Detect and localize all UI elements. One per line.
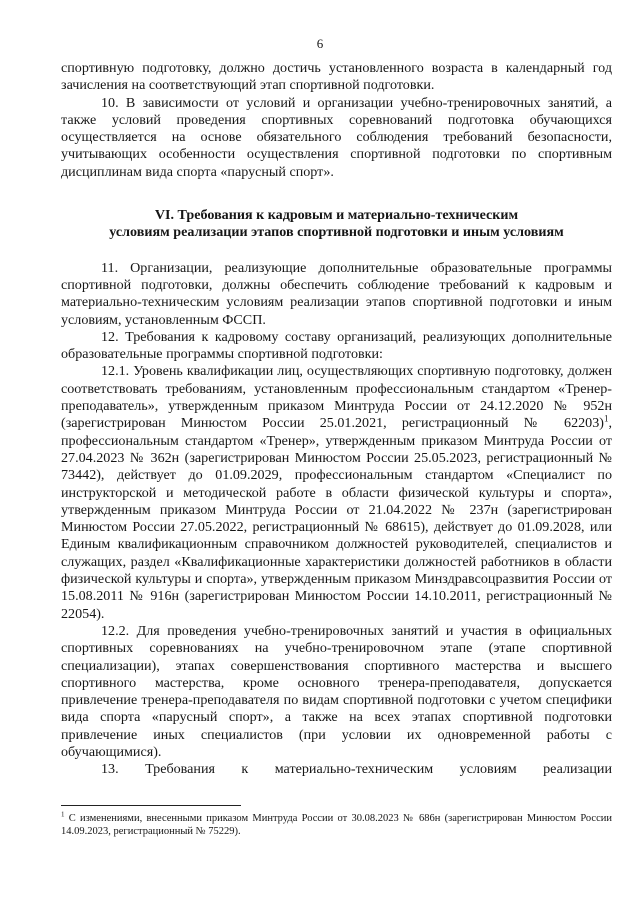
paragraph-12-1-text-end: , профессиональным стандартом «Тренер», утвержденным приказом Минтруда России от 27.04.2023 № 362н (зарегистрирован Минюстом России 25.05.2023, регистрационный № 73442), действует до 01.09.2029, профессиональным стандартом «Специалист по инструкторской и методической работе в области физической культуры и спорта», утвержденным приказом Минтруда России от 21.04.2022 № 237н (зарегистрирован Минюстом России 27.05.2022, регистрационный № 68615), действует до 01.09.2028, или Единым квалификационным справочником должностей руководителей, специалистов и служащих, раздел «Квалификационные характеристики должностей работников в области физической культуры и спорта», утвержденным приказом Минздравсоцразвития России от 15.08.2011 № 916н (зарегистрирован Минюстом России 14.10.2011, регистрационный № 22054). bbox=[61, 415, 612, 622]
section-heading-line-1: VI. Требования к кадровым и материально-техническим bbox=[154, 207, 519, 224]
footnote-divider bbox=[61, 805, 241, 806]
paragraph-13: 13. Требования к материально-техническим условиям реализации bbox=[101, 761, 612, 778]
footnote-marker: 1 bbox=[61, 810, 65, 819]
page-number: 6 bbox=[316, 36, 324, 51]
paragraph-11: 11. Организации, реализующие дополнительные образовательные программы спортивной подготовки, должны обеспечить соблюдение требований к кадровым и материально-техническим условиям реализации этапов спортивной подготовки и иным условиям, установленным ФССП. bbox=[61, 259, 612, 328]
paragraph-continuation: спортивную подготовку, должно достичь установленного возраста в календарный год зачисления на соответствующий этап спортивной подготовки. bbox=[61, 60, 612, 94]
paragraph-12-2: 12.2. Для проведения учебно-тренировочных занятий и участия в официальных спортивных соревнованиях на учебно-тренировочном этапе (этапе спортивной специализации), этапах совершенствования спортивного мастерства и высшего спортивного мастерства, кроме основного тренера-преподавателя, допускается привлечение тренера-преподавателя по видам спортивной подготовки с учетом специфики вида спорта «парусный спорт», а также на всех этапах спортивной подготовки привлечение иных специалистов (при условии их одновременной работы с обучающимися). bbox=[61, 622, 612, 760]
paragraph-12: 12. Требования к кадровому составу организаций, реализующих дополнительные образовательные программы спортивной подготовки: bbox=[61, 328, 612, 363]
section-heading bbox=[61, 207, 612, 242]
paragraph-10: 10. В зависимости от условий и организации учебно-тренировочных занятий, а также условий проведения спортивных соревнований подготовка обучающихся осуществляется на основе обязательного соблюдения требований безопасности, учитывающих особенности осуществления спортивной подготовки по спортивным дисциплинам вида спорта «парусный спорт». bbox=[61, 94, 612, 180]
footnote bbox=[61, 812, 612, 838]
section-heading-line-2: условиям реализации этапов спортивной подготовки и иным условиям bbox=[109, 224, 564, 241]
paragraph-12-1-text-start: 12.1. Уровень квалификации лиц, осуществляющих спортивную подготовку, должен соответствовать требованиям, установленным профессиональным стандартом «Тренер-преподаватель», утвержденным приказом Минтруда России от 24.12.2020 № 952н (зарегистрирован Минюстом России 25.01.2021, регистрационный № 62203) bbox=[61, 363, 612, 432]
paragraph-12-1 bbox=[61, 363, 612, 622]
footnote-text: С изменениями, внесенными приказом Минтруда России от 30.08.2023 № 686н (зарегистрирован Минюстом России 14.09.2023, регистрационный № 75229). bbox=[61, 813, 612, 837]
footnote-reference: 1 bbox=[603, 413, 609, 424]
document-body bbox=[61, 60, 612, 779]
